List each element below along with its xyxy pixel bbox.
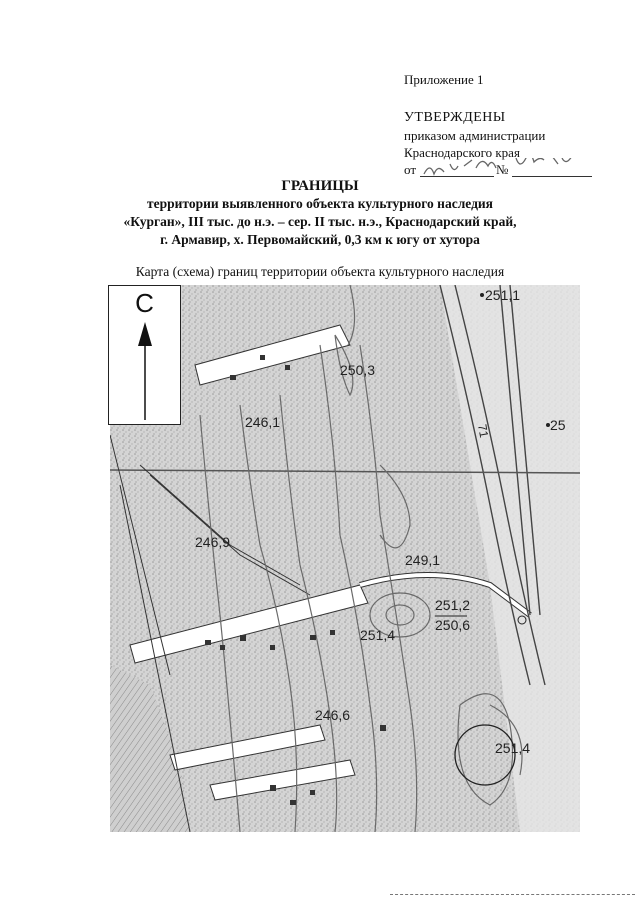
elevation-point (480, 293, 484, 297)
elevation-label: 251,4 (495, 740, 531, 756)
elevation-point (546, 423, 550, 427)
footer-divider (390, 894, 635, 895)
order-line-2: Краснодарского края (404, 145, 520, 160)
north-letter: С (135, 288, 154, 318)
elevation-label: 246,6 (315, 707, 351, 723)
elevation-label: 251,4 (360, 627, 396, 643)
elevation-label: 246,9 (195, 534, 231, 550)
number-prefix: № (496, 162, 509, 177)
title-line-1: территории выявленного объекта культурного наследия (146, 196, 493, 211)
elevation-label: 249,1 (405, 552, 441, 568)
map-caption: Карта (схема) границ территории объекта культурного наследия (135, 264, 505, 279)
document-heading: ГРАНИЦЫ (281, 178, 359, 194)
title-line-2: «Курган», III тыс. до н.э. – сер. II тыс. н.э., Краснодарский край, (123, 214, 517, 229)
elevation-label: 250,3 (340, 362, 376, 378)
handwritten-date-number (420, 158, 600, 180)
elevation-label: 251,2 (435, 597, 471, 613)
title-line-3: г. Армавир, х. Первомайский, 0,3 км к югу от хутора (160, 232, 480, 247)
order-line-1: приказом администрации (404, 128, 546, 143)
appendix-label: Приложение 1 (404, 72, 484, 87)
north-arrow-icon (135, 322, 155, 422)
elevation-label: 251,1 (485, 287, 521, 303)
date-prefix: от (404, 162, 417, 177)
elevation-label: 246,1 (245, 414, 281, 430)
road-number-label: 71 (475, 423, 492, 439)
elevation-label: 25 (550, 417, 566, 433)
north-arrow-box (108, 285, 181, 425)
approved-label: УТВЕРЖДЕНЫ (404, 110, 506, 125)
elevation-label: 250,6 (435, 617, 471, 633)
